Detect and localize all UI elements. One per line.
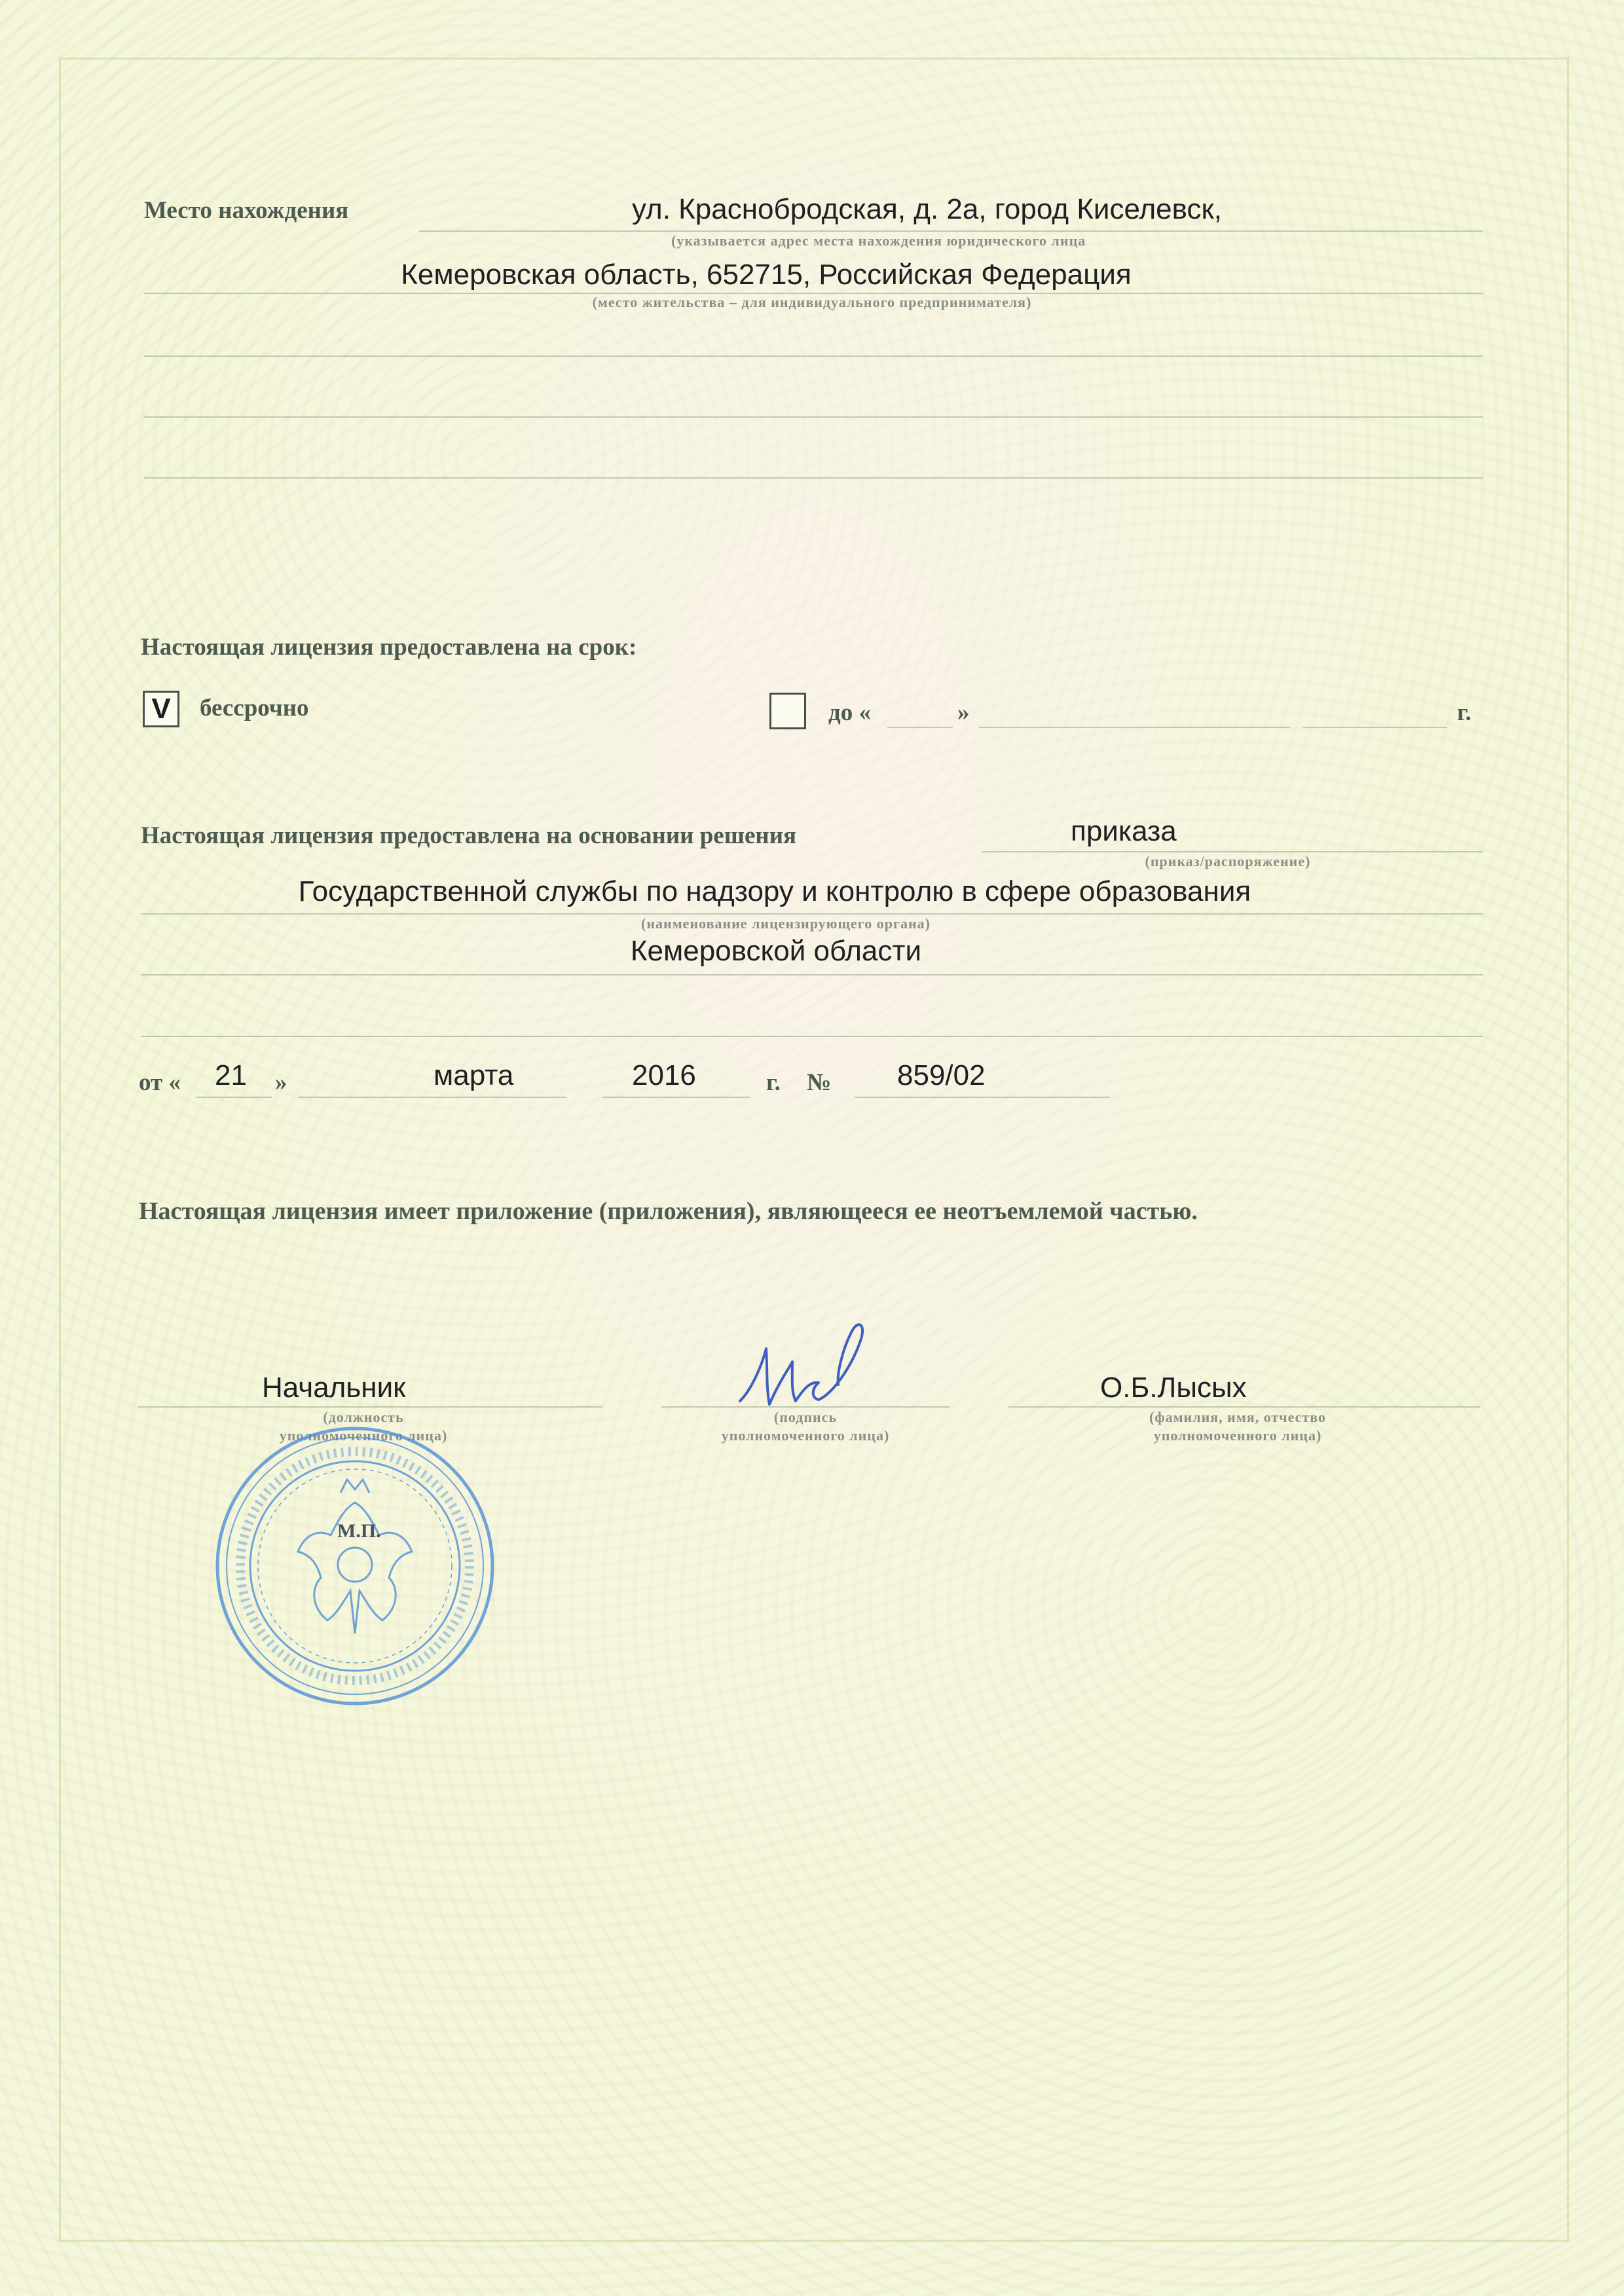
until-year-line bbox=[1303, 727, 1447, 728]
official-seal-icon bbox=[213, 1424, 498, 1709]
license-number: 859/02 bbox=[897, 1059, 986, 1091]
location-line-1 bbox=[419, 230, 1483, 232]
name-caption-1: (фамилия, имя, отчество bbox=[1149, 1409, 1326, 1425]
until-day-line bbox=[887, 727, 953, 728]
name-line bbox=[1008, 1406, 1480, 1408]
term-label: Настоящая лицензия предоставлена на срок: bbox=[141, 634, 637, 661]
page-frame bbox=[59, 58, 1569, 2242]
signer-position: Начальник bbox=[262, 1372, 406, 1404]
until-year-suffix: г. bbox=[1457, 699, 1471, 726]
location-line-4 bbox=[144, 416, 1483, 418]
date-month-line bbox=[298, 1097, 566, 1098]
until-checkbox bbox=[769, 693, 806, 729]
number-sign: № bbox=[807, 1069, 832, 1096]
signer-name: О.Б.Лысых bbox=[1100, 1372, 1247, 1404]
until-month-line bbox=[979, 727, 1290, 728]
position-caption-2: уполномоченного лица) bbox=[279, 1427, 448, 1444]
date-year: 2016 bbox=[632, 1059, 696, 1091]
location-line-3 bbox=[144, 355, 1483, 357]
date-year-label: г. bbox=[766, 1069, 781, 1096]
signature-caption-2: уполномоченного лица) bbox=[721, 1427, 890, 1444]
decision-type-line bbox=[982, 851, 1483, 852]
authority-line-3 bbox=[141, 1036, 1483, 1037]
location-label: Место нахождения bbox=[144, 197, 349, 224]
position-caption-1: (должность bbox=[323, 1409, 404, 1425]
check-mark: V bbox=[151, 693, 171, 725]
decision-caption: (приказ/распоряжение) bbox=[1145, 853, 1311, 869]
date-close-quote: » bbox=[275, 1069, 287, 1096]
basis-label: Настоящая лицензия предоставлена на основании решения bbox=[141, 822, 797, 849]
authority-line-1 bbox=[141, 913, 1483, 915]
seal-label: М.П. bbox=[337, 1520, 381, 1542]
authority-line-1-text: Государственной службы по надзору и контролю в сфере образования bbox=[298, 875, 1251, 907]
indefinite-checkbox bbox=[143, 691, 179, 727]
caption-legal-entity: (указывается адрес места нахождения юридического лица bbox=[671, 232, 1086, 249]
authority-line-2 bbox=[141, 974, 1483, 975]
indefinite-label: бессрочно bbox=[200, 695, 309, 721]
handwritten-signature-icon bbox=[727, 1309, 877, 1421]
caption-individual: (место жительства – для индивидуального предпринимателя) bbox=[592, 294, 1032, 310]
number-line bbox=[855, 1097, 1110, 1098]
appendix-note: Настоящая лицензия имеет приложение (приложения), являющееся ее неотъемлемой частью. bbox=[139, 1197, 1198, 1225]
authority-caption: (наименование лицензирующего органа) bbox=[641, 915, 931, 932]
authority-line-2-text: Кемеровской области bbox=[630, 935, 922, 967]
address-line-1: ул. Краснобродская, д. 2а, город Киселевск, bbox=[632, 193, 1222, 225]
until-label: до « bbox=[828, 699, 871, 726]
signature-caption-1: (подпись bbox=[773, 1409, 838, 1425]
date-day-line bbox=[196, 1097, 272, 1098]
date-day: 21 bbox=[215, 1059, 247, 1091]
date-year-line bbox=[602, 1097, 750, 1098]
name-caption-2: уполномоченного лица) bbox=[1153, 1427, 1322, 1444]
decision-type: приказа bbox=[1071, 815, 1177, 847]
until-close-quote: » bbox=[957, 699, 970, 726]
address-line-2: Кемеровская область, 652715, Российская Федерация bbox=[401, 259, 1132, 291]
date-from-label: от « bbox=[139, 1069, 181, 1096]
position-line bbox=[138, 1406, 602, 1408]
date-month: марта bbox=[434, 1059, 514, 1091]
location-line-5 bbox=[144, 477, 1483, 479]
